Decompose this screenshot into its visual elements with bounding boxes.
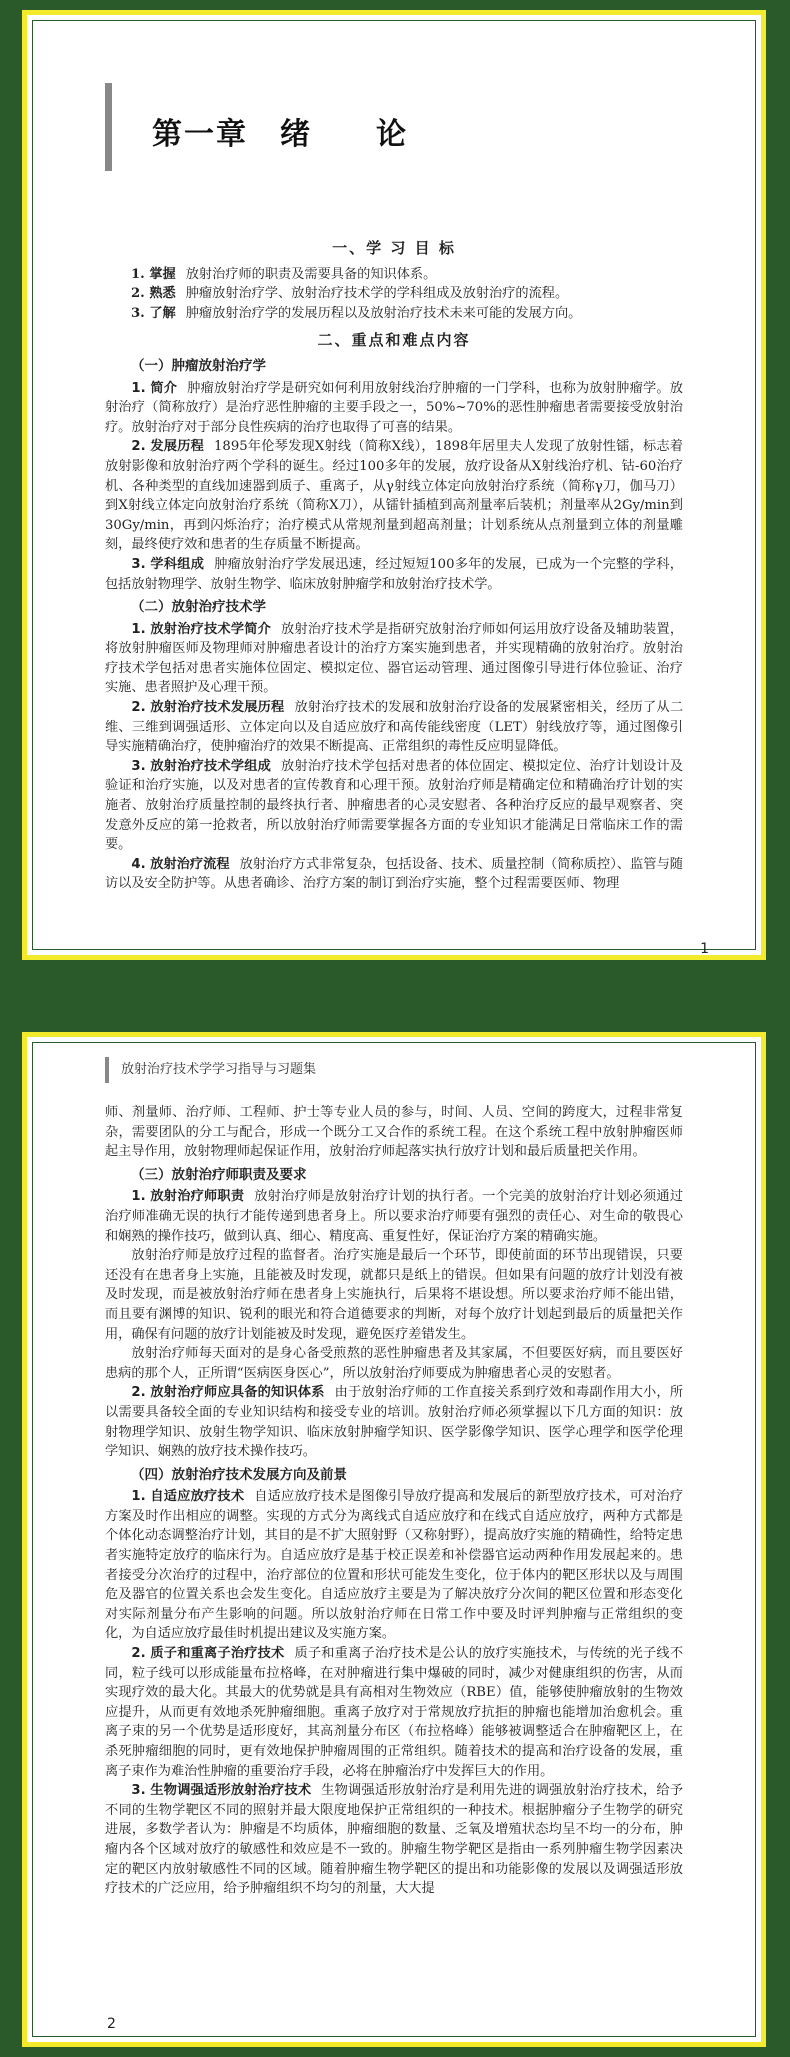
section-title-key-points: 二、重点和难点内容: [317, 331, 471, 350]
paragraph-heading: 2. 发展历程: [131, 439, 205, 455]
paragraph-text: 肿瘤放射治疗学是研究如何利用放射线治疗肿瘤的一门学科，也称为放射肿瘤学。放射治疗（简称放疗）是治疗恶性肿瘤的主要手段之一，50%~70%的恶性肿瘤患者需要接受放射治疗。放射治疗对于部分良性疾病的治疗也取得了可喜的结果。: [105, 380, 683, 435]
paragraph-heading: 4. 放射治疗流程: [131, 856, 230, 872]
paragraph: 师、剂量师、治疗师、工程师、护士等专业人员的参与，时间、人员、空间的跨度大，过程非常复杂，需要团队的分工与配合，形成一个既分工又合作的系统工程。在这个系统工程中放射肿瘤医师起主导作用，放射物理师起保证作用，放射治疗师起落实执行放疗计划和最后质量把关作用。: [105, 1105, 683, 1160]
section-title-objectives: 一、学 习 目 标: [332, 239, 456, 257]
paragraph: [105, 379, 683, 438]
objective-label: 2. 熟悉: [131, 286, 176, 302]
objective-text: 肿瘤放射治疗学的发展历程以及放射治疗技术未来可能的发展方向。: [185, 305, 582, 321]
objective-text: 放射治疗师的职责及需要具备的知识体系。: [185, 266, 437, 282]
paragraph-heading: 3. 生物调强适形放射治疗技术: [131, 1783, 312, 1799]
paragraph: [105, 1781, 683, 1899]
paragraph-text: 放射治疗师是放射治疗计划的执行者。一个完美的放射治疗计划必须通过治疗师准确无误的执行才能传递到患者身上。所以要求治疗师要有强烈的责任心、对生命的敬畏心和娴熟的操作技巧，做到认真、细心、精度高、重复性好，保证治疗方案的精确实施。: [105, 1189, 684, 1244]
objective-item: [105, 284, 683, 304]
paragraph-text: 放射治疗技术学是指研究放射治疗师如何运用放疗设备及辅助装置，将放射肿瘤医师及物理师对肿瘤患者设计的治疗方案实施到患者，并实现精确的放射治疗。放射治疗技术学包括对患者实施体位固定、模拟定位、器官运动管理、通过图像引导进行体位验证、治疗实施、患者照护及心理干预。: [105, 621, 684, 696]
paragraph: [105, 555, 683, 594]
paragraph-heading: 1. 简介: [131, 380, 178, 396]
paragraph: 放射治疗师是放疗过程的监督者。治疗实施是最后一个环节，即使前面的环节出现错误，只要还没有在患者身上实施，且能被及时发现，就都只是纸上的错误。但如果有问题的放疗计划没有被及时发现，而是被放射治疗师在患者身上实施执行，后果将不堪设想。所以要求治疗师不能出错，而且要有渊博的知识、锐利的眼光和符合道德要求的判断，对每个放疗计划起到最后的质量把关作用，确保有问题的放疗计划能被及时发现，避免医疗差错发生。: [105, 1248, 683, 1342]
chapter-title: 第一章 绪 论: [152, 117, 408, 152]
objective-label: 3. 了解: [131, 305, 176, 321]
objective-label: 1. 掌握: [131, 266, 176, 282]
paragraph-heading: 2. 质子和重离子治疗技术: [131, 1646, 285, 1662]
page-number: 2: [107, 2016, 116, 2032]
page-number: 1: [700, 941, 709, 957]
paragraph-heading: 1. 自适应放疗技术: [131, 1489, 245, 1505]
subhead-radiotherapy-technology: （二）放射治疗技术学: [131, 599, 266, 616]
page-2-content: [105, 1103, 683, 1899]
paragraph: [105, 757, 683, 855]
paragraph-text: 质子和重离子治疗技术是公认的放疗实施技术，与传统的光子线不同，粒子线可以形成能量布拉格峰，在对肿瘤进行集中爆破的同时，减少对健康组织的伤害，从而实现疗效的最大化。其最大的优势就是具有高相对生物效应（RBE）值，能够使肿瘤放射的生物效应提升，从而更有效地杀死肿瘤细胞。重离子放疗对于常规放疗抗拒的肿瘤也能增加治愈机会。重离子束的另一个优势是适形度好，其高剂量分布区（布拉格峰）能够被调整适合在肿瘤靶区上，在杀死肿瘤细胞的同时，更有效地保护肿瘤周围的正常组织。随着技术的提高和治疗设备的发展，重离子束作为难治性肿瘤的重要治疗手段，必将在肿瘤治疗中发挥巨大的作用。: [105, 1646, 684, 1779]
paragraph-heading: 2. 放射治疗技术发展历程: [131, 700, 285, 716]
paragraph: [105, 1187, 683, 1246]
paragraph: [105, 1487, 683, 1644]
paragraph-text: 放射治疗技术的发展和放射治疗设备的发展紧密相关，经历了从二维、三维到调强适形、立体定向以及自适应放疗和高传能线密度（LET）射线放疗等，通过图像引导实施精确治疗，使肿瘤治疗的效果不断提高、正常组织的毒性反应明显降低。: [105, 700, 684, 755]
paragraph-text: 放射治疗技术学包括对患者的体位固定、模拟定位、治疗计划设计及验证和治疗实施，以及对患者的宣传教育和心理干预。放射治疗师是精确定位和精确治疗计划的实施者、放射治疗质量控制的最终执行者、肿瘤患者的心灵安慰者、各种治疗反应的最早观察者、突发意外反应的第一抢救者，所以放射治疗师需要掌握各方面的专业知识才能满足日常临床工作的需要。: [105, 758, 684, 853]
paragraph-text: 由于放射治疗师的工作直接关系到疗效和毒副作用大小，所以需要具备较全面的专业知识结构和接受专业的培训。放射治疗师必须掌握以下几方面的知识：放射物理学知识、放射生物学知识、临床放射肿瘤学知识、医学影像学知识、医学心理学和医学伦理学知识、娴熟的放疗技术操作技巧。: [105, 1385, 684, 1460]
objective-item: [105, 265, 683, 285]
paragraph: [105, 855, 683, 894]
paragraph-heading: 2. 放射治疗师应具备的知识体系: [131, 1385, 325, 1401]
paragraph-text: 自适应放疗技术是图像引导放疗提高和发展后的新型放疗技术，可对治疗方案及时作出相应的调整。实现的方式分为离线式自适应放疗和在线式自适应放疗，两种方式都是个体化动态调整治疗计划，其目的是不扩大照射野（又称射野），提高放疗实施的精确性，给特定患者实施特定放疗的临床行为。自适应放疗是基于校正误差和补偿器官运动两种作用发展起来的。患者接受分次治疗的过程中，治疗部位的位置和形状可能发生变化，位于体内的靶区形状以及与周围危及器官的位置关系也会发生变化。自适应放疗主要是为了解决放疗分次间的靶区位置和形态变化对实际剂量分布产生影响的问题。所以放射治疗师在日常工作中要及时评判肿瘤与正常组织的变化，为自适应放疗最佳时机提出建议及实施方案。: [105, 1489, 684, 1642]
page-2: [22, 1032, 766, 2047]
paragraph-text: 放射治疗方式非常复杂，包括设备、技术、质量控制（简称质控）、监管与随访以及安全防护等。从患者确诊、治疗方案的制订到治疗实施，整个过程需要医师、物理: [105, 856, 683, 892]
running-head: 放射治疗技术学学习指导与习题集: [105, 1057, 316, 1083]
page-1-content: [105, 235, 683, 894]
subhead-therapist-duties: （三）放射治疗师职责及要求: [131, 1166, 307, 1183]
paragraph-text: 肿瘤放射治疗学发展迅速，经过短短100多年的发展，已成为一个完整的学科，包括放射物理学、放射生物学、临床放射肿瘤学和放射治疗技术学。: [105, 556, 683, 592]
paragraph-text: 生物调强适形放射治疗是利用先进的调强放射治疗技术，给予不同的生物学靶区不同的照射并最大限度地保护正常组织的一种技术。根据肿瘤分子生物学的研究进展，多数学者认为：肿瘤是不均质体，肿瘤细胞的数量、乏氧及增殖状态均呈不均一的分布，肿瘤内各个区域对放疗的敏感性和效应是不一致的。肿瘤生物学靶区是指由一系列肿瘤生物学因素决定的靶区内放射敏感性不同的区域。随着肿瘤生物学靶区的提出和功能影像的发展以及调强适形放疗技术的广泛应用，给予肿瘤组织不均匀的剂量，大大提: [105, 1783, 684, 1897]
paragraph-heading: 3. 学科组成: [131, 556, 205, 572]
paragraph: [105, 437, 683, 555]
paragraph-text: 1895年伦琴发现X射线（简称X线），1898年居里夫人发现了放射性镭，标志着放射影像和放射治疗两个学科的诞生。经过100多年的发展，放疗设备从X射线治疗机、钴-60治疗机、各种类型的直线加速器到质子、重离子，从γ射线立体定向放射治疗系统（简称γ刀，伽马刀）到X射线立体定向放射治疗系统（简称X刀），从镭针插植到高剂量率后装机；剂量率从2Gy/min到30Gy/min，再到闪烁治疗；治疗模式从常规剂量到超高剂量；计划系统从点剂量到立体的剂量雕刻，最终使疗效和患者的生存质量不断提高。: [105, 439, 683, 553]
paragraph: [105, 1383, 683, 1461]
subhead-future-directions: （四）放射治疗技术发展方向及前景: [131, 1466, 347, 1483]
objective-item: [105, 304, 683, 324]
paragraph: [105, 698, 683, 757]
paragraph: [105, 1644, 683, 1781]
chapter-heading: [105, 83, 512, 171]
objective-text: 肿瘤放射治疗学、放射治疗技术学的学科组成及放射治疗的流程。: [185, 286, 569, 302]
page-1: [22, 10, 766, 960]
paragraph-heading: 1. 放射治疗技术学简介: [131, 621, 272, 637]
subhead-radiation-oncology: （一）肿瘤放射治疗学: [131, 357, 266, 374]
paragraph: [105, 620, 683, 698]
paragraph-heading: 3. 放射治疗技术学组成: [131, 758, 272, 774]
paragraph: 放射治疗师每天面对的是身心备受煎熬的恶性肿瘤患者及其家属，不但要医好病，而且要医好患病的那个人，正所谓“医病医身医心”，所以放射治疗师要成为肿瘤患者心灵的安慰者。: [105, 1346, 683, 1381]
paragraph-heading: 1. 放射治疗师职责: [131, 1189, 245, 1205]
